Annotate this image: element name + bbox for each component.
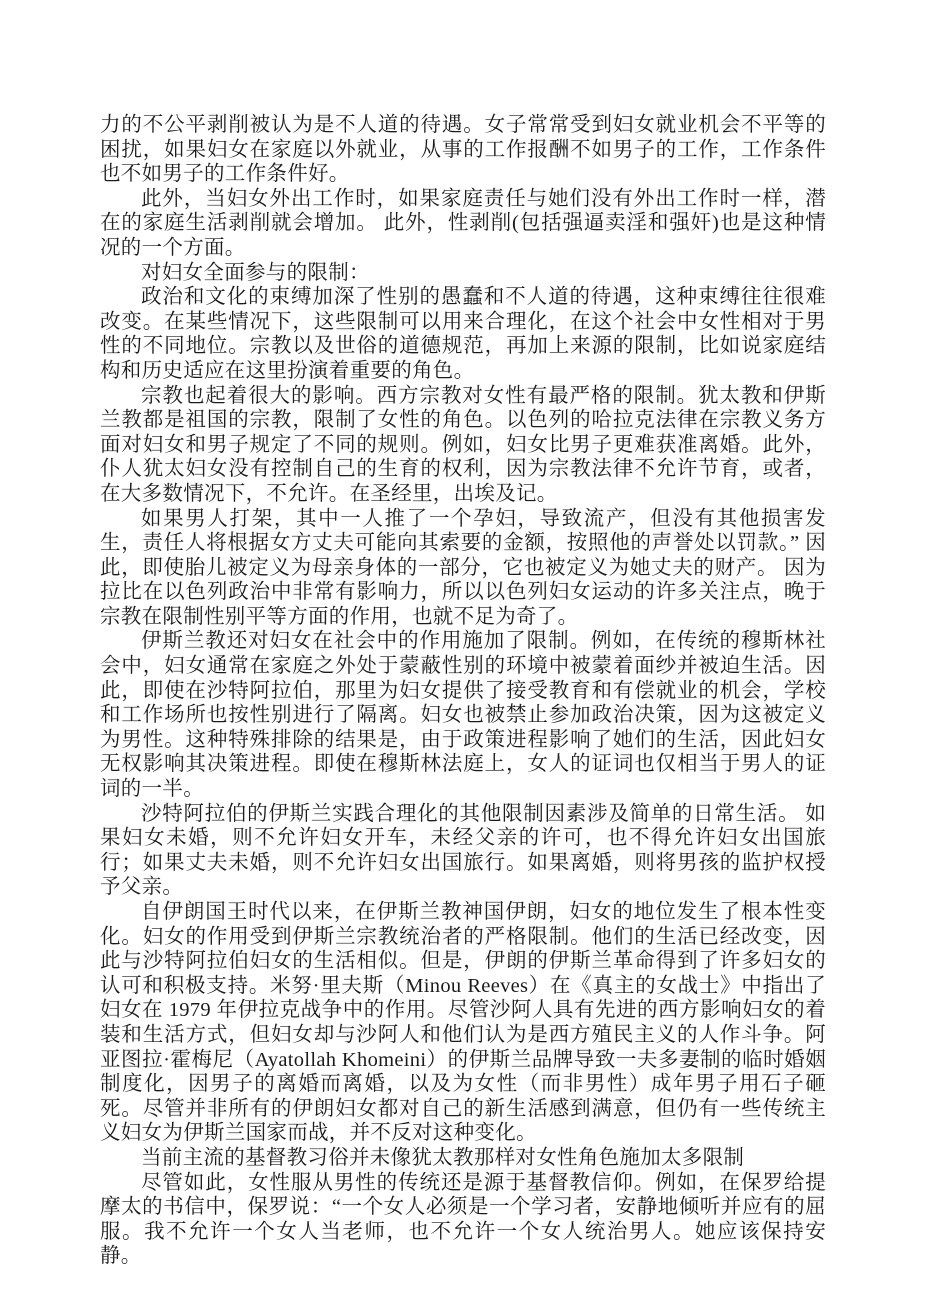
paragraph: 宗教也起着很大的影响。西方宗教对女性有最严格的限制。犹太教和伊斯兰教都是祖国的宗教，限制了女性的角色。以色列的哈拉克法律在宗教义务方面对妇女和男子规定了不同的规则。例如，妇女比男子更难获准离婚。此外，仆人犹太妇女没有控制自己的生育的权利，因为宗教法律不允许节育，或者，在大多数情况下，不允许。在圣经里，出埃及记。 [100,384,826,505]
paragraph: 此外，当妇女外出工作时，如果家庭责任与她们没有外出工作时一样，潜在的家庭生活剥削就会增加。 此外，性剥削(包括强逼卖淫和强奸)也是这种情况的一个方面。 [100,187,826,259]
paragraph: 自伊朗国王时代以来，在伊斯兰教神国伊朗，妇女的地位发生了根本性变化。妇女的作用受到伊斯兰宗教统治者的严格限制。他们的生活已经改变，因此与沙特阿拉伯妇女的生活相似。但是，伊朗的伊斯兰革命得到了许多妇女的认可和积极支持。米努·里夫斯（Minou Reeves）在《真主的女战士》中指出了妇女在 1979 年伊拉克战争中的作用。尽管沙阿人具有先进的西方影响妇女的着装和生活方式，但妇女却与沙阿人和他们认为是西方殖民主义的人作斗争。阿亚图拉·霍梅尼（Ayatollah Khomeini）的伊斯兰品牌导致一夫多妻制的临时婚姻制度化，因男子的离婚而离婚，以及为女性（而非男性）成年男子用石子砸死。尽管并非所有的伊朗妇女都对自己的新生活感到满意，但仍有一些传统主义妇女为伊斯兰国家而战，并不反对这种变化。 [100,901,826,1145]
paragraph: 沙特阿拉伯的伊斯兰实践合理化的其他限制因素涉及简单的日常生活。 如果妇女未婚，则不允许妇女开车，未经父亲的许可，也不得允许妇女出国旅行；如果丈夫未婚，则不允许妇女出国旅行。如果离婚，则将男孩的监护权授予父亲。 [100,802,826,899]
paragraph: 尽管如此，女性服从男性的传统还是源于基督教信仰。例如，在保罗给提摩太的书信中，保罗说：“一个女人必须是一个学习者，安静地倾听并应有的屈服。我不允许一个女人当老师，也不允许一个女人统治男人。她应该保持安静。 [100,1171,826,1268]
document-page [100,113,826,1269]
section-heading-line: 对妇女全面参与的限制： [141,261,370,284]
paragraph: 伊斯兰教还对妇女在社会中的作用施加了限制。例如，在传统的穆斯林社会中，妇女通常在家庭之外处于蒙蔽性别的环境中被蒙着面纱并被迫生活。因此，即使在沙特阿拉伯，那里为妇女提供了接受教育和有偿就业的机会，学校和工作场所也按性别进行了隔离。妇女也被禁止参加政治决策，因为这被定义为男性。这种特殊排除的结果是，由于政策进程影响了她们的生活，因此妇女无权影响其决策进程。即使在穆斯林法庭上，女人的证词也仅相当于男人的证词的一半。 [100,630,826,801]
paragraph: 如果男人打架，其中一人推了一个孕妇，导致流产，但没有其他损害发生，责任人将根据女方丈夫可能向其索要的金额，按照他的声誉处以罚款。” 因此，即使胎儿被定义为母亲身体的一部分，它也被定义为她丈夫的财产。 因为拉比在以色列政治中非常有影响力，所以以色列妇女运动的许多关注点，晚于宗教在限制性别平等方面的作用，也就不足为奇了。 [100,507,826,628]
paragraph: 政治和文化的束缚加深了性别的愚蠢和不人道的待遇，这种束缚往往很难改变。在某些情况下，这些限制可以用来合理化，在这个社会中女性相对于男性的不同地位。宗教以及世俗的道德规范，再加上来源的限制，比如说家庭结构和历史适应在这里扮演着重要的角色。 [100,286,826,382]
paragraph-continuation: 力的不公平剥削被认为是不人道的待遇。女子常常受到妇女就业机会不平等的困扰，如果妇女在家庭以外就业，从事的工作报酬不如男子的工作，工作条件也不如男子的工作条件好。 [100,114,826,186]
paragraph: 当前主流的基督教习俗并未像犹太教那样对女性角色施加太多限制 [141,1146,745,1169]
